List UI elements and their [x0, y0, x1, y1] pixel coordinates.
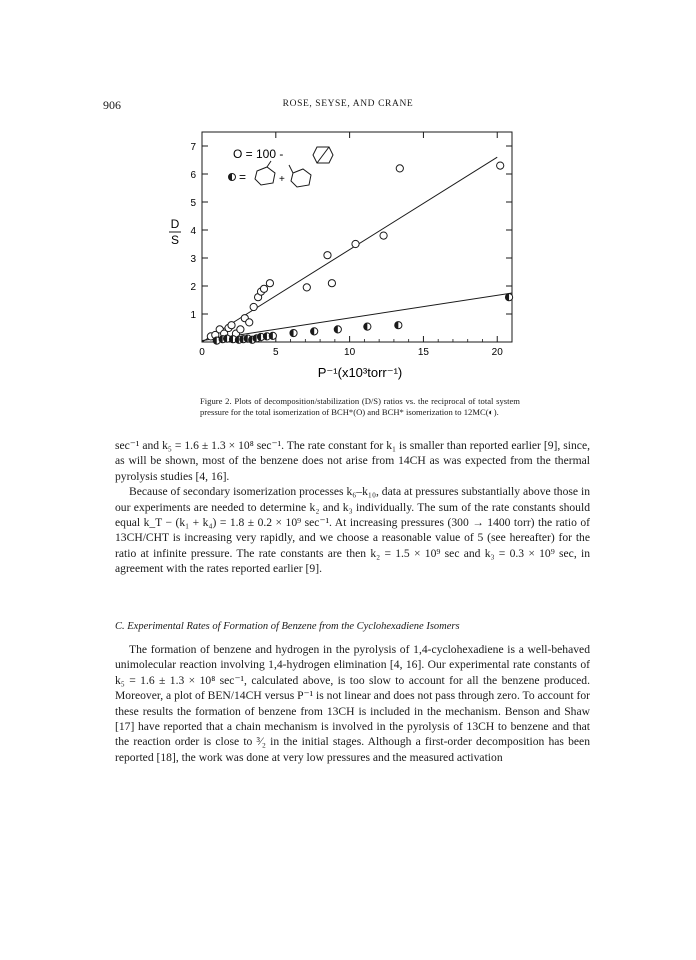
molecule-icon-methylcyclohexadiene-a — [255, 161, 275, 185]
legend-plus: + — [279, 174, 285, 185]
caption-label: Figure 2. — [200, 396, 232, 406]
fit-lines — [202, 157, 512, 342]
open-circle-point — [328, 280, 335, 287]
open-circle-point — [352, 240, 359, 247]
y-tick-label: 1 — [190, 310, 196, 321]
half-filled-point — [334, 326, 341, 333]
half-filled-point — [269, 332, 276, 339]
body-section-1 — [115, 438, 590, 577]
half-filled-point — [505, 294, 512, 301]
y-tick-label: 5 — [190, 198, 196, 209]
data-points — [207, 162, 512, 344]
body-section-2 — [115, 642, 590, 765]
y-tick-label: 3 — [190, 254, 196, 265]
legend-open-label: O = 100 - — [233, 147, 284, 161]
body-paragraph: Because of secondary isomerization processes k₆–k₁₀, data at pressures substantially above those in our experiments are needed to determine k₂ and k₃ individually. The sum of the rate constants should equal k_T − (k₁ + k₄) = 1.8 ± 0.2 × 10⁹ sec⁻¹. At increasing pressures (300 → 1400 torr) the ratio of 13CH/CHT is increasing very rapidly, and we choose a reasonable value of 5 (see hereafter) for the ratio at infinite pressure. The rate constants are then k₂ = 1.5 × 10⁹ sec and k₃ = 0.3 × 10⁹ sec, in agreement with the rates reported earlier [9]. — [115, 485, 590, 576]
open-circle-point — [246, 319, 253, 326]
open-circle-point — [250, 303, 257, 310]
running-head: ROSE, SEYSE, AND CRANE — [282, 99, 414, 109]
legend-half-label: = — [239, 170, 247, 184]
x-tick-label: 5 — [273, 347, 279, 358]
molecule-icon-bicyclic — [313, 147, 333, 163]
y-axis-label-bottom: S — [170, 233, 180, 247]
open-circle-point — [396, 165, 403, 172]
open-circle-point — [260, 285, 267, 292]
open-circle-point — [497, 162, 504, 169]
x-tick-label: 0 — [199, 347, 205, 358]
half-filled-point — [311, 328, 318, 335]
y-tick-label: 6 — [190, 170, 196, 181]
open-circle-point — [237, 326, 244, 333]
caption-text: Plots of decomposition/stabilization (D/S) ratios vs. the reciprocal of total system pressure for the total isomerization of BCH*(O) and BCH* isomerization to 12MC(◐). — [200, 396, 520, 417]
x-axis-label: P⁻¹(x10³torr⁻¹) — [317, 365, 403, 380]
x-tick-label: 10 — [344, 347, 356, 358]
half-filled-point — [364, 323, 371, 330]
y-axis-label-top: D — [170, 217, 180, 231]
plot-frame — [202, 132, 512, 342]
x-axis-ticks — [199, 132, 503, 358]
y-tick-label: 4 — [190, 226, 196, 237]
body-paragraph: The formation of benzene and hydrogen in the pyrolysis of 1,4-cyclohexadiene is a well-behaved unimolecular reaction involving 1,4-hydrogen elimination [4, 16]. Our experimental rate constants of k₅ = 1.6 ± 1.3 × 10⁸ sec⁻¹, calculated above, is too slow to account for all the benzene produced. Moreover, a plot of BEN/14CH versus P⁻¹ is not linear and does not pass through zero. To account for these results the formation of benzene from 13CH is included in the mechanism. Benson and Shaw [17] have reported that a chain mechanism is involved in the pyrolysis of 13CH to benzene and that the reaction order is close to ³⁄₂ in the initial stages. Although a first-order decomposition has been reported [18], the work was done at very low pressures and the measured activation — [115, 643, 590, 764]
y-tick-label: 7 — [190, 142, 196, 153]
open-circle-point — [266, 280, 273, 287]
open-circle-point — [324, 252, 331, 259]
molecule-icon-methylcyclohexadiene-b — [289, 165, 311, 187]
y-tick-label: 2 — [190, 282, 196, 293]
open-circle-point — [228, 322, 235, 329]
figure-2-chart — [155, 125, 525, 390]
x-tick-label: 20 — [491, 347, 503, 358]
x-tick-label: 15 — [417, 347, 429, 358]
open-circle-point — [303, 284, 310, 291]
half-filled-point — [290, 329, 297, 336]
page-number: 906 — [103, 98, 121, 112]
figure-caption — [200, 396, 520, 418]
fit-line — [202, 157, 497, 342]
y-axis-ticks — [190, 142, 512, 321]
body-paragraph: sec⁻¹ and k₅ = 1.6 ± 1.3 × 10⁸ sec⁻¹. The rate constant for k₁ is smaller than reported earlier [9], since, as will be shown, most of the benzene does not arise from 14CH as was expected from the thermal pyrolysis studies [4, 16]. — [115, 439, 590, 483]
open-circle-point — [380, 232, 387, 239]
section-heading: C. Experimental Rates of Formation of Benzene from the Cyclohexadiene Isomers — [115, 621, 460, 632]
half-filled-point — [395, 322, 402, 329]
